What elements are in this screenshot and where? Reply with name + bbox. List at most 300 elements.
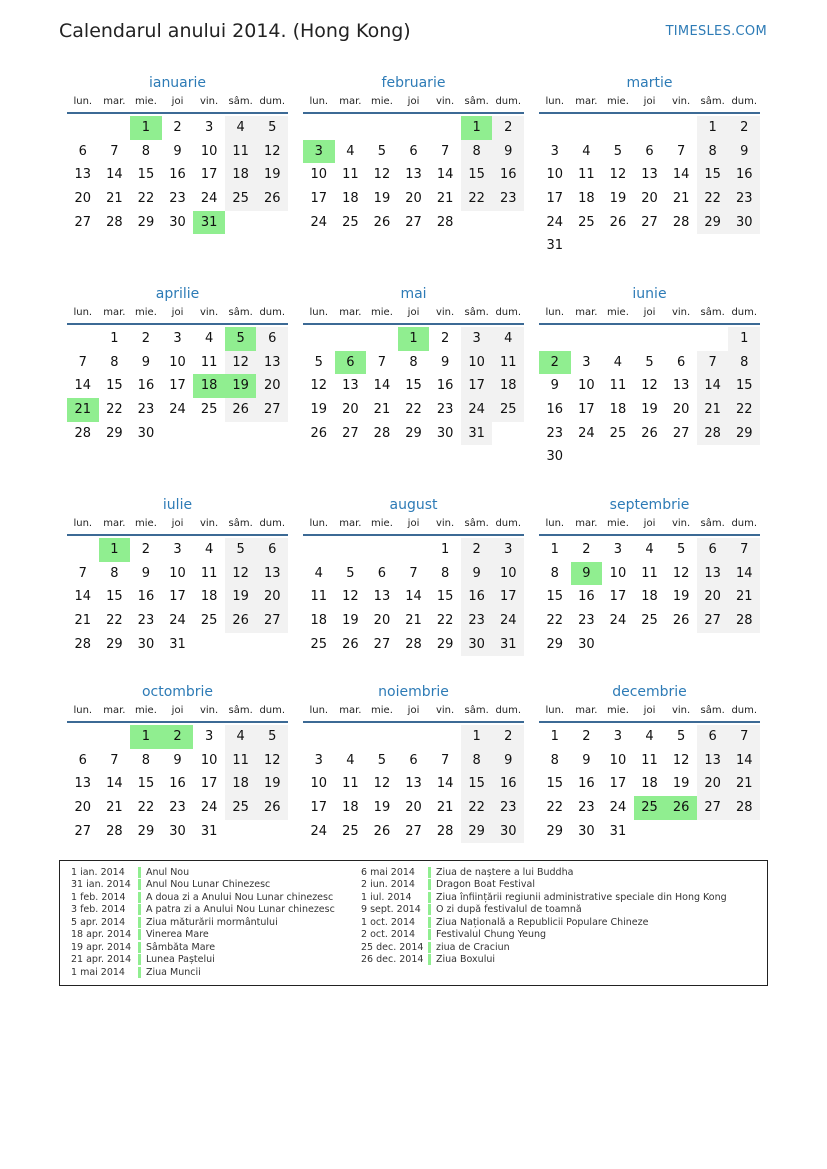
week-row [303,725,524,749]
holiday-date: 6 mai 2014 [361,866,415,878]
day-cell: 31 [546,238,564,254]
holiday-date: 2 oct. 2014 [361,929,416,941]
day-cell-empty [634,445,666,469]
week-row [67,163,288,187]
day-cell: 9 [440,354,450,370]
day-cell: 24 [578,425,595,441]
week-row [303,374,524,398]
weekday-label: sâm. [464,705,489,716]
weekday-label: sâm. [464,518,489,529]
day-cell: 2 [582,729,591,744]
week-row [303,327,524,351]
day-cell: 12 [609,167,627,183]
day-cell: 11 [200,354,218,370]
day-cell: 16 [169,776,186,792]
holiday-date: 25 dec. 2014 [361,941,424,953]
weekday-label: lun. [309,518,329,529]
weekday-label: mie. [607,96,629,107]
month-name: mai [400,286,427,302]
week-row [67,796,288,820]
day-cell: 15 [461,163,493,187]
month-septembrie [539,494,760,656]
day-cell: 22 [546,800,564,816]
day-cell: 19 [672,589,690,605]
weekday-label: dum. [731,96,758,107]
weekday-label: mie. [371,96,393,107]
day-cell: 10 [310,167,328,183]
weekday-label: lun. [545,96,565,107]
holiday-day-cell: 1 [99,538,131,562]
day-cell-empty [665,234,697,258]
day-cell: 13 [672,378,690,394]
day-cell: 13 [405,167,422,183]
day-cell: 24 [169,613,186,629]
day-cell-empty [571,234,603,258]
week-row [303,163,524,187]
day-cell: 7 [110,143,119,159]
legend-row [350,891,727,904]
day-cell-empty [67,327,99,351]
weekday-label: sâm. [228,307,253,318]
day-cell: 27 [405,214,422,230]
weekday-header [67,94,288,114]
day-cell-empty [303,327,335,351]
weekday-header [303,516,524,536]
holiday-name: Ziua înființării regiunii administrative speciale din Hong Kong [436,891,727,903]
day-cell: 31 [461,422,493,446]
day-cell: 13 [256,562,288,586]
week-row [303,562,524,586]
day-cell: 28 [728,609,760,633]
day-cell: 23 [578,800,595,816]
day-cell: 21 [74,613,92,629]
day-cell-empty [571,445,603,469]
weekday-header [67,703,288,723]
legend-row [350,904,727,917]
day-cell: 27 [641,214,658,230]
day-cell: 12 [373,167,391,183]
week-row [539,820,760,844]
weekday-label: mar. [103,705,126,716]
week-row [539,351,760,375]
day-cell: 28 [373,425,391,441]
day-cell-empty [634,327,666,351]
holiday-name: Dragon Boat Festival [436,879,536,891]
legend-row [350,954,727,967]
holiday-name: Ziua Muncii [146,966,201,978]
day-cell: 20 [256,585,288,609]
holiday-day-cell: 25 [634,796,666,820]
weekday-label: sâm. [228,96,253,107]
day-cell: 29 [546,823,564,839]
day-cell: 17 [609,776,627,792]
day-cell: 23 [728,187,760,211]
month-decembrie [539,681,760,843]
weekday-label: dum. [731,307,758,318]
day-cell: 8 [141,143,151,159]
day-cell: 22 [106,613,123,629]
day-cell-empty [665,445,697,469]
day-cell: 10 [609,565,627,581]
day-cell: 4 [346,752,355,768]
weekday-label: lun. [309,307,329,318]
day-cell: 20 [256,374,288,398]
day-cell: 24 [492,609,524,633]
legend-row [60,916,335,929]
day-cell-empty [225,633,257,657]
weekday-label: lun. [73,96,93,107]
day-cell: 23 [492,187,524,211]
day-cell: 30 [436,425,454,441]
week-row [303,772,524,796]
day-cell: 6 [409,143,418,159]
holiday-day-cell: 2 [539,351,571,375]
weekday-label: lun. [73,518,93,529]
day-cell: 3 [550,143,559,159]
day-cell-empty [335,327,367,351]
weekday-label: mar. [575,307,598,318]
day-cell: 23 [546,425,564,441]
day-cell: 19 [310,402,328,418]
day-cell: 7 [697,351,729,375]
day-cell: 30 [492,820,524,844]
day-cell-empty [461,211,493,235]
holiday-date: 3 feb. 2014 [71,904,126,916]
day-cell: 14 [728,562,760,586]
day-cell: 8 [461,749,493,773]
week-row [539,445,760,469]
weekday-label: dum. [259,307,286,318]
day-cell: 10 [169,565,186,581]
weekday-label: dum. [259,518,286,529]
day-cell: 6 [645,143,654,159]
month-ianuarie [67,72,288,234]
day-cell: 29 [106,636,123,652]
day-cell: 17 [310,800,328,816]
day-cell-empty [256,422,288,446]
day-cell-empty [665,327,697,351]
day-cell: 31 [609,823,627,839]
day-cell-empty [398,116,430,140]
day-cell: 12 [225,351,257,375]
day-cell-empty [225,820,257,844]
week-row [67,422,288,446]
day-cell: 18 [225,772,257,796]
day-cell: 16 [492,772,524,796]
day-cell: 5 [346,565,355,581]
day-cell: 24 [546,214,564,230]
day-cell: 19 [256,772,288,796]
week-row [539,234,760,258]
day-cell: 20 [373,613,391,629]
week-row [539,609,760,633]
day-cell: 27 [697,796,729,820]
day-cell: 19 [609,191,627,207]
legend-row [60,866,335,879]
day-cell: 5 [225,538,257,562]
day-cell: 15 [436,589,454,605]
weekday-label: vin. [199,518,219,529]
day-cell-empty [634,116,666,140]
day-cell: 26 [256,187,288,211]
month-aprilie [67,283,288,445]
weekday-label: vin. [199,705,219,716]
day-cell: 15 [546,589,564,605]
day-cell: 4 [582,143,591,159]
holiday-marker [428,879,431,890]
weekday-label: vin. [435,518,455,529]
day-cell: 27 [405,823,422,839]
day-cell: 5 [377,752,387,768]
day-cell: 8 [728,351,760,375]
month-noiembrie [303,681,524,843]
day-cell-empty [193,633,225,657]
day-cell: 19 [225,585,257,609]
day-cell: 26 [373,214,391,230]
page-title: Calendarul anului 2014. (Hong Kong) [59,20,411,42]
day-cell: 22 [137,191,155,207]
weekday-label: sâm. [228,705,253,716]
day-cell: 10 [609,752,627,768]
weekday-label: mar. [103,518,126,529]
legend-column-left [60,866,335,979]
holiday-marker [428,942,431,953]
week-row [67,772,288,796]
day-cell: 10 [310,776,328,792]
week-row [67,585,288,609]
day-cell: 3 [613,729,623,744]
weekday-label: mie. [135,307,157,318]
day-cell-empty [256,633,288,657]
day-cell: 23 [578,613,595,629]
day-cell: 3 [204,120,214,135]
day-cell: 20 [74,191,92,207]
day-cell: 10 [200,143,218,159]
day-cell: 18 [609,402,627,418]
holiday-name: Sâmbăta Mare [146,941,216,953]
day-cell: 27 [74,823,92,839]
week-row [67,327,288,351]
day-cell-empty [571,327,603,351]
day-cell: 12 [225,562,257,586]
day-cell: 18 [641,589,658,605]
day-cell: 19 [373,800,391,816]
holiday-name: A doua zi a Anului Nou Lunar chinezesc [146,891,334,903]
week-row [303,538,524,562]
day-cell: 22 [461,796,493,820]
week-row [303,633,524,657]
day-cell: 15 [137,167,155,183]
weekday-label: joi [643,705,656,716]
day-cell: 28 [436,214,454,230]
day-cell-empty [634,633,666,657]
weekday-label: joi [643,307,656,318]
day-cell: 21 [436,800,454,816]
weekday-header [539,305,760,325]
day-cell: 8 [461,140,493,164]
day-cell: 2 [582,542,591,557]
holiday-marker [428,892,431,903]
month-februarie [303,72,524,234]
holiday-marker [138,892,141,903]
day-cell: 17 [609,589,627,605]
day-cell: 20 [641,191,658,207]
day-cell: 16 [436,378,454,394]
day-cell-empty [602,234,634,258]
weekday-header [303,94,524,114]
day-cell: 4 [492,327,524,351]
weekday-label: lun. [73,705,93,716]
day-cell: 6 [256,327,288,351]
week-row [67,140,288,164]
day-cell: 11 [342,776,359,792]
day-cell: 14 [728,749,760,773]
day-cell-empty [539,327,571,351]
holiday-date: 5 apr. 2014 [71,916,126,928]
weekday-label: dum. [731,705,758,716]
week-row [303,116,524,140]
day-cell: 24 [310,214,328,230]
day-cell: 29 [405,425,422,441]
legend-row [350,879,727,892]
day-cell: 13 [405,776,422,792]
holiday-date: 31 ian. 2014 [71,879,131,891]
day-cell: 1 [550,542,559,557]
day-cell: 22 [106,402,123,418]
weekday-label: sâm. [228,518,253,529]
day-cell-empty [429,725,461,749]
day-cell: 3 [204,729,214,744]
day-cell: 30 [461,633,493,657]
day-cell: 24 [609,613,627,629]
day-cell: 25 [641,613,658,629]
day-cell: 15 [106,378,123,394]
day-cell-empty [303,725,335,749]
month-name: februarie [381,75,446,91]
day-cell: 30 [728,211,760,235]
holiday-day-cell: 2 [162,725,194,749]
day-cell: 28 [74,425,92,441]
day-cell: 17 [492,585,524,609]
day-cell: 29 [137,823,155,839]
weekday-label: sâm. [700,307,725,318]
holiday-name: Ziua Națională a Republicii Populare Chineze [436,916,649,928]
month-iunie [539,283,760,469]
week-row [67,116,288,140]
holiday-marker [138,917,141,928]
brand-link[interactable]: TIMESLES.COM [665,24,767,39]
day-cell: 3 [613,542,623,557]
legend-row [60,954,335,967]
day-cell: 9 [550,378,559,394]
weekday-label: mie. [371,705,393,716]
day-cell: 1 [728,327,760,351]
day-cell: 2 [728,116,760,140]
day-cell: 22 [697,187,729,211]
weekday-label: vin. [671,518,691,529]
weekday-label: lun. [309,96,329,107]
day-cell-empty [335,116,367,140]
holiday-date: 1 oct. 2014 [361,916,416,928]
day-cell: 24 [609,800,627,816]
day-cell: 25 [342,214,359,230]
day-cell: 6 [256,538,288,562]
day-cell-empty [99,116,131,140]
holiday-name: Anul Nou Lunar Chinezesc [146,879,271,891]
day-cell: 24 [200,191,218,207]
day-cell: 29 [546,636,564,652]
day-cell-empty [366,116,398,140]
holiday-date: 1 feb. 2014 [71,891,126,903]
day-cell: 9 [728,140,760,164]
day-cell-empty [335,725,367,749]
holiday-date: 26 dec. 2014 [361,954,424,966]
day-cell: 1 [697,116,729,140]
day-cell: 8 [550,752,559,768]
month-august [303,494,524,656]
day-cell: 16 [492,163,524,187]
day-cell-empty [398,538,430,562]
day-cell: 26 [256,796,288,820]
day-cell: 22 [728,398,760,422]
day-cell: 18 [641,776,658,792]
day-cell: 9 [582,752,591,768]
day-cell: 11 [225,140,257,164]
day-cell-empty [665,116,697,140]
day-cell: 7 [110,752,119,768]
day-cell: 17 [578,402,595,418]
holiday-marker [138,967,141,978]
month-name: decembrie [612,684,687,700]
day-cell: 27 [256,398,288,422]
day-cell: 21 [697,398,729,422]
holiday-marker [138,954,141,965]
weekday-label: mie. [371,307,393,318]
day-cell: 11 [609,378,627,394]
holiday-marker [428,929,431,940]
weekday-label: lun. [73,307,93,318]
holiday-day-cell: 18 [193,374,225,398]
week-row [539,327,760,351]
day-cell: 9 [492,749,524,773]
legend-row [60,904,335,917]
week-row [539,585,760,609]
day-cell: 26 [225,609,257,633]
day-cell: 21 [672,191,690,207]
week-row [303,187,524,211]
day-cell: 7 [728,725,760,749]
holiday-name: Anul Nou [146,866,190,878]
day-cell: 15 [697,163,729,187]
day-cell: 21 [106,191,123,207]
day-cell: 8 [697,140,729,164]
day-cell-empty [728,445,760,469]
weekday-label: mie. [607,307,629,318]
day-cell: 8 [550,565,559,581]
legend-row [350,866,727,879]
weekday-header [539,94,760,114]
legend-row [60,941,335,954]
day-cell: 4 [645,542,654,557]
week-row [303,609,524,633]
day-cell: 14 [74,589,92,605]
month-name: aprilie [155,286,200,302]
day-cell-empty [728,820,760,844]
month-mai [303,283,524,445]
day-cell: 14 [436,776,454,792]
day-cell: 8 [141,752,151,768]
day-cell: 17 [200,167,218,183]
